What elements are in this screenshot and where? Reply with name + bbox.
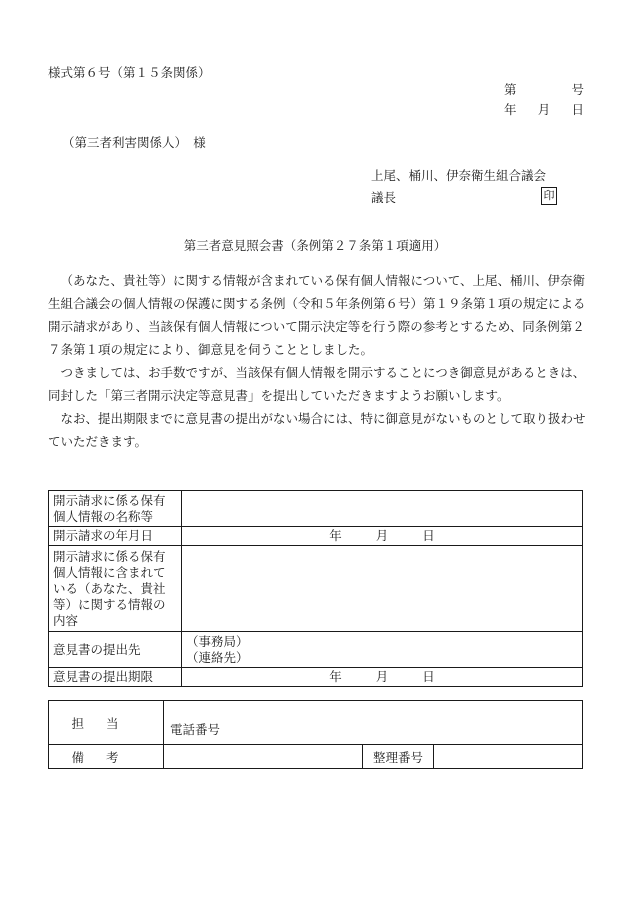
- table-row: [49, 745, 583, 769]
- deadline-day: 日: [422, 669, 435, 684]
- date-month: 月: [537, 102, 551, 117]
- body-paragraph-3: なお、提出期限までに意見書の提出がない場合には、特に御意見がないものとして取り扱わせていただきます。: [48, 411, 586, 449]
- addressee: （第三者利害関係人） 様: [62, 135, 206, 150]
- tanto-label: 担当: [49, 701, 164, 745]
- document-number-row: [504, 80, 584, 100]
- request-date-year: 年: [329, 528, 342, 543]
- deadline-year: 年: [329, 669, 342, 684]
- biko-label: 備考: [49, 745, 164, 769]
- sender-block: [371, 165, 561, 209]
- sender-title-row: [371, 187, 561, 209]
- document-date-row: [504, 100, 584, 120]
- table-row: [49, 527, 583, 546]
- requested-info-name-label: 開示請求に係る保有個人情報の名称等: [49, 491, 182, 527]
- deadline-month: 月: [375, 669, 389, 684]
- sender-title: 議長: [371, 190, 397, 205]
- submission-deadline-label: 意見書の提出期限: [49, 668, 182, 687]
- submission-deadline-value[interactable]: [182, 668, 583, 687]
- body-text: [48, 269, 588, 453]
- document-title: 第三者意見照会書（条例第２７条第１項適用）: [183, 238, 447, 253]
- request-date-day: 日: [422, 528, 435, 543]
- submission-destination-label: 意見書の提出先: [49, 632, 182, 668]
- contact-label: （連絡先）: [186, 649, 249, 665]
- table-row: [49, 546, 583, 632]
- biko-value[interactable]: [164, 745, 363, 769]
- body-paragraph-1: （あなた、貴社等）に関する情報が含まれている保有個人情報について、上尾、桶川、伊奈衛生組合議会の個人情報の保護に関する条例（令和５年条例第６号）第１９条第１項の規定による開示請求があり、当該保有個人情報について開示決定等を行う際の参考とするため、同条例第２７条第１項の規定により、御意見を伺うこととしました。: [48, 273, 586, 357]
- office-use-table: [48, 700, 583, 769]
- date-year: 年: [504, 102, 517, 117]
- table-row: [49, 632, 583, 668]
- office-label: （事務局）: [186, 633, 249, 649]
- phone-number-cell[interactable]: [164, 701, 583, 745]
- body-paragraph-2: つきましては、お手数ですが、当該保有個人情報を開示することにつき御意見があるときは、同封した「第三者開示決定等意見書」を提出していただきますようお願いします。: [48, 365, 586, 403]
- request-info-table: [48, 490, 583, 687]
- seal-mark: 印: [541, 187, 557, 205]
- request-date-label: 開示請求の年月日: [49, 527, 182, 546]
- related-info-content-value[interactable]: [182, 546, 583, 632]
- form-number-label: 様式第６号（第１５条関係）: [48, 65, 211, 80]
- seiri-label: 整理番号: [363, 745, 434, 769]
- requested-info-name-value[interactable]: [182, 491, 583, 527]
- phone-number-label: 電話番号: [170, 722, 221, 737]
- table-row: [49, 668, 583, 687]
- table-row: [49, 701, 583, 745]
- seiri-value[interactable]: [434, 745, 583, 769]
- request-date-month: 月: [375, 528, 389, 543]
- document-number-block: [504, 80, 584, 120]
- related-info-content-label: 開示請求に係る保有個人情報に含まれている（あなた、貴社等）に関する情報の内容: [49, 546, 182, 632]
- number-suffix: 号: [571, 82, 584, 97]
- date-day: 日: [571, 102, 584, 117]
- sender-org: 上尾、桶川、伊奈衛生組合議会: [371, 168, 547, 183]
- table-row: [49, 491, 583, 527]
- request-date-value[interactable]: [182, 527, 583, 546]
- submission-destination-value[interactable]: [182, 632, 583, 668]
- number-prefix: 第: [504, 82, 517, 97]
